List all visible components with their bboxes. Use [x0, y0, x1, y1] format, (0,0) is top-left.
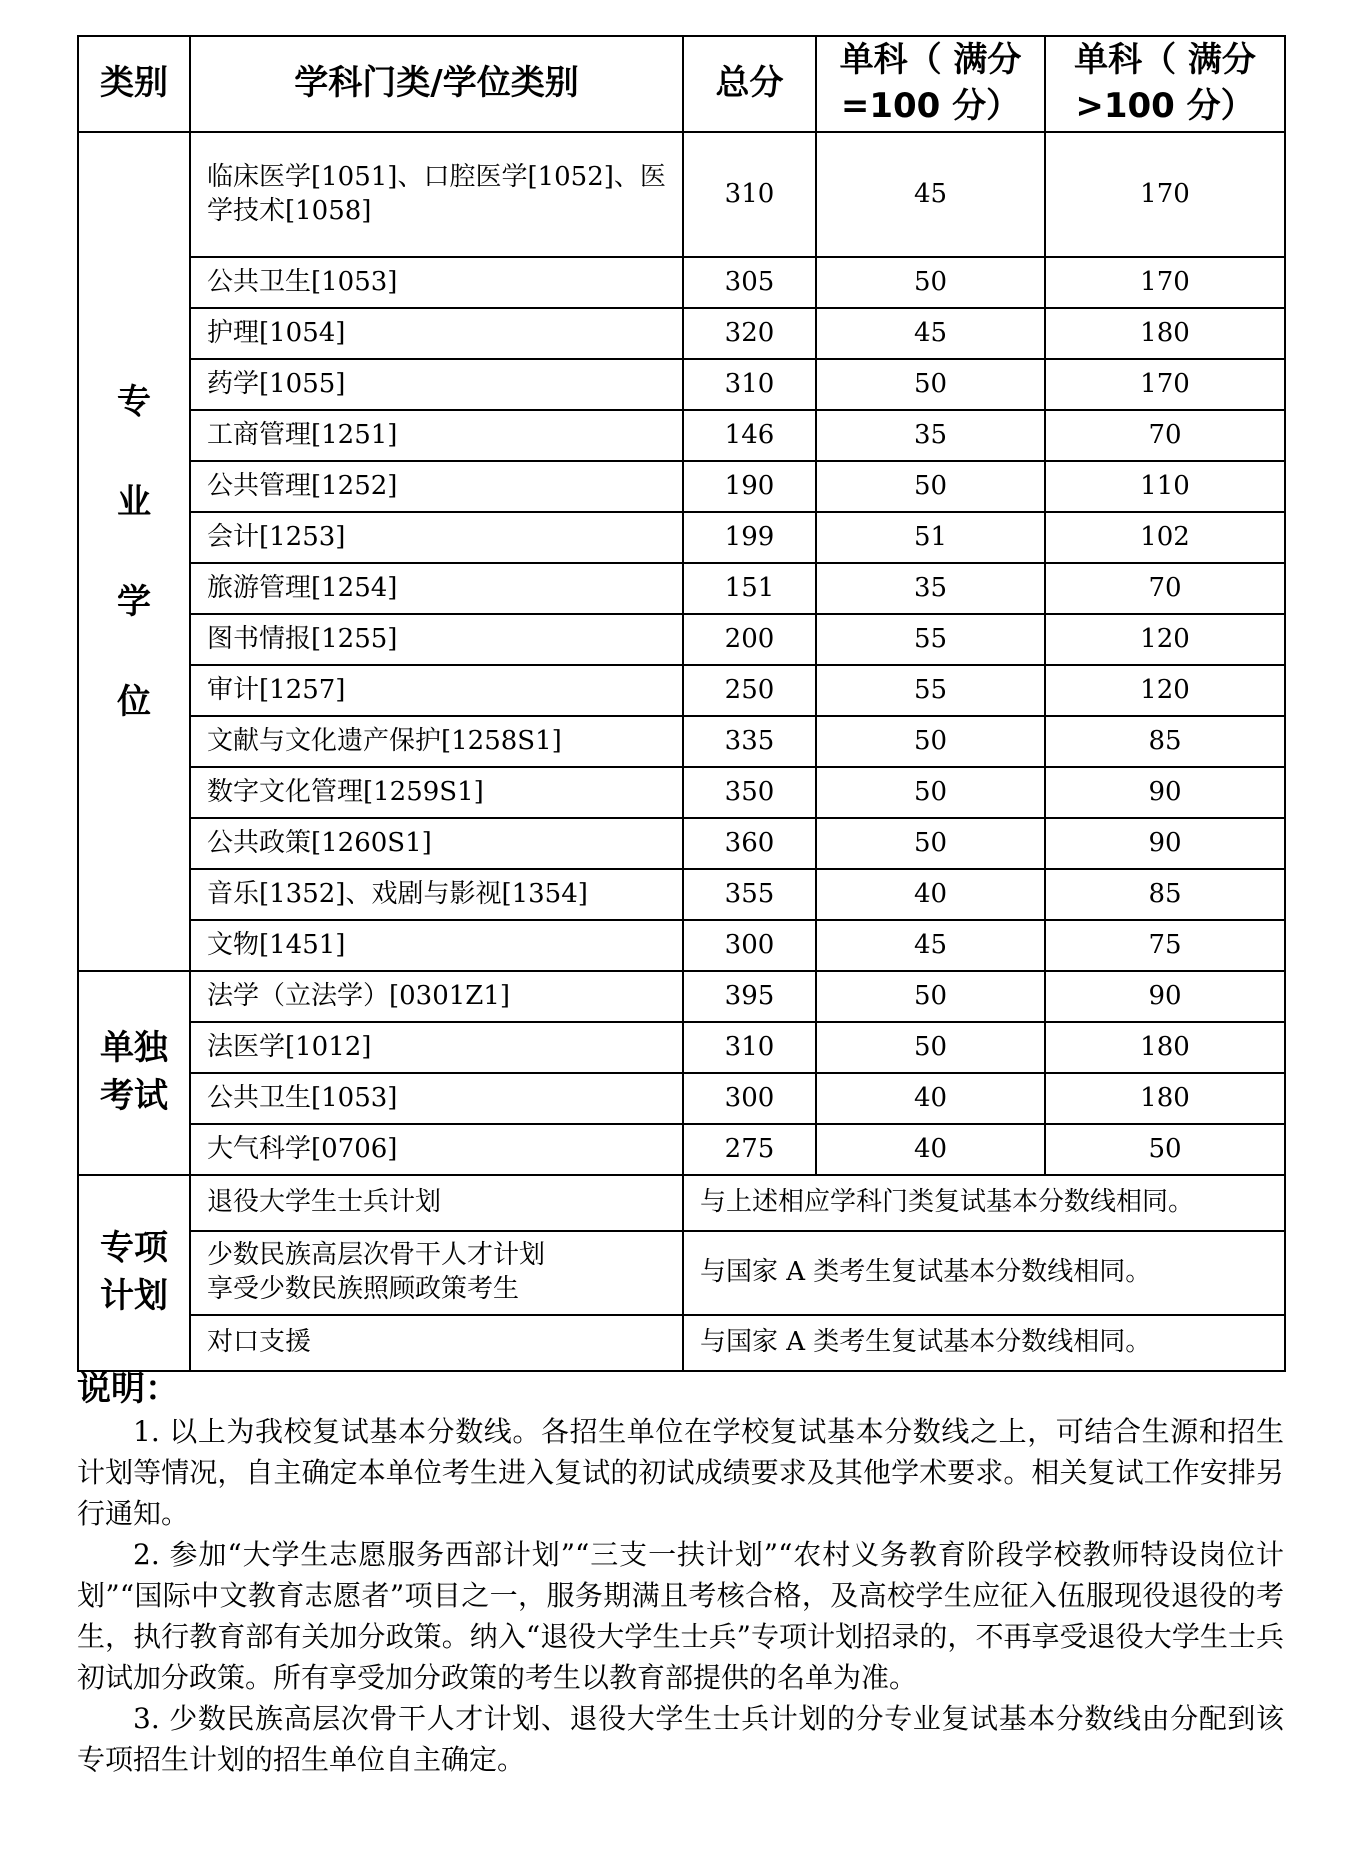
single-over-100-cell: 85 [1045, 869, 1285, 920]
header-row [78, 36, 1285, 132]
subject-cell: 公共管理[1252] [190, 461, 683, 512]
single-100-cell: 45 [816, 132, 1045, 257]
subject-cell: 文物[1451] [190, 920, 683, 971]
table-row [78, 614, 1285, 665]
category-separate-exam: 单独考试 [78, 971, 190, 1175]
subject-cell: 法医学[1012] [190, 1022, 683, 1073]
single-100-cell: 45 [816, 308, 1045, 359]
single-over-100-cell: 170 [1045, 359, 1285, 410]
note-paragraph: 2. 参加“大学生志愿服务西部计划”“三支一扶计划”“农村义务教育阶段学校教师特设岗位计划”“国际中文教育志愿者”项目之一，服务期满且考核合格，及高校学生应征入伍服现役退役的考生，执行教育部有关加分政策。纳入“退役大学生士兵”专项计划招录的，不再享受退役大学生士兵初试加分政策。所有享受加分政策的考生以教育部提供的名单为准。 [77, 1538, 1284, 1694]
table-row [78, 665, 1285, 716]
single-100-cell: 50 [816, 257, 1045, 308]
single-over-100-cell: 70 [1045, 563, 1285, 614]
note-paragraph: 3. 少数民族高层次骨干人才计划、退役大学生士兵计划的分专业复试基本分数线由分配到该专项招生计划的招生单位自主确定。 [77, 1702, 1284, 1776]
single-over-100-cell: 85 [1045, 716, 1285, 767]
single-100-cell: 50 [816, 359, 1045, 410]
total-cell: 305 [683, 257, 816, 308]
subject-cell: 药学[1055] [190, 359, 683, 410]
subject-cell: 对口支援 [190, 1315, 683, 1371]
subject-cell: 图书情报[1255] [190, 614, 683, 665]
subject-cell: 工商管理[1251] [190, 410, 683, 461]
single-100-cell: 51 [816, 512, 1045, 563]
table-row [78, 767, 1285, 818]
single-over-100-cell: 50 [1045, 1124, 1285, 1175]
single-over-100-cell: 170 [1045, 132, 1285, 257]
subject-cell: 退役大学生士兵计划 [190, 1175, 683, 1231]
total-cell: 275 [683, 1124, 816, 1175]
total-cell: 355 [683, 869, 816, 920]
category-professional-degree: 专业学位 [78, 132, 190, 971]
table-row [78, 818, 1285, 869]
single-100-cell: 50 [816, 461, 1045, 512]
subject-cell: 临床医学[1051]、口腔医学[1052]、医学技术[1058] [190, 132, 683, 257]
single-100-cell: 35 [816, 563, 1045, 614]
total-cell: 360 [683, 818, 816, 869]
table-row [78, 1022, 1285, 1073]
total-cell: 310 [683, 132, 816, 257]
subject-cell: 公共卫生[1053] [190, 257, 683, 308]
total-cell: 146 [683, 410, 816, 461]
group-separate-exam [78, 971, 1285, 1175]
subject-cell [190, 1231, 683, 1315]
single-over-100-cell: 170 [1045, 257, 1285, 308]
total-cell: 335 [683, 716, 816, 767]
single-over-100-cell: 90 [1045, 971, 1285, 1022]
total-cell: 300 [683, 1073, 816, 1124]
subject-cell: 审计[1257] [190, 665, 683, 716]
single-over-100-cell: 180 [1045, 1073, 1285, 1124]
single-over-100-cell: 180 [1045, 1022, 1285, 1073]
table-row [78, 1231, 1285, 1315]
single-100-cell: 55 [816, 665, 1045, 716]
header-subject: 学科门类/学位类别 [190, 36, 683, 132]
subject-cell: 文献与文化遗产保护[1258S1] [190, 716, 683, 767]
category-special-plan: 专项计划 [78, 1175, 190, 1371]
single-100-cell: 50 [816, 767, 1045, 818]
table-row [78, 716, 1285, 767]
table-row [78, 257, 1285, 308]
single-over-100-cell: 102 [1045, 512, 1285, 563]
single-100-cell: 55 [816, 614, 1045, 665]
single-100-cell: 35 [816, 410, 1045, 461]
single-100-cell: 40 [816, 869, 1045, 920]
single-100-cell: 50 [816, 971, 1045, 1022]
note-cell: 与上述相应学科门类复试基本分数线相同。 [683, 1175, 1285, 1231]
subject-cell: 护理[1054] [190, 308, 683, 359]
single-over-100-cell: 90 [1045, 767, 1285, 818]
total-cell: 395 [683, 971, 816, 1022]
total-cell: 310 [683, 359, 816, 410]
subject-cell: 音乐[1352]、戏剧与影视[1354] [190, 869, 683, 920]
group-professional [78, 132, 1285, 971]
header-single-over-100: 单科（ 满分>100 分） [1045, 36, 1285, 132]
header-total: 总分 [683, 36, 816, 132]
note-cell: 与国家 A 类考生复试基本分数线相同。 [683, 1231, 1285, 1315]
single-over-100-cell: 180 [1045, 308, 1285, 359]
score-table [77, 35, 1286, 1372]
subject-cell: 数字文化管理[1259S1] [190, 767, 683, 818]
single-over-100-cell: 120 [1045, 614, 1285, 665]
subject-line: 少数民族高层次骨干人才计划 [207, 1240, 546, 1271]
subject-cell: 公共卫生[1053] [190, 1073, 683, 1124]
subject-line: 享受少数民族照顾政策考生 [207, 1274, 520, 1304]
single-100-cell: 50 [816, 716, 1045, 767]
table-row [78, 359, 1285, 410]
single-100-cell: 50 [816, 1022, 1045, 1073]
subject-cell: 公共政策[1260S1] [190, 818, 683, 869]
single-over-100-cell: 75 [1045, 920, 1285, 971]
subject-cell: 法学（立法学）[0301Z1] [190, 971, 683, 1022]
table-row [78, 512, 1285, 563]
table-row [78, 308, 1285, 359]
total-cell: 350 [683, 767, 816, 818]
table-row [78, 1073, 1285, 1124]
table-row [78, 461, 1285, 512]
subject-cell: 会计[1253] [190, 512, 683, 563]
total-cell: 190 [683, 461, 816, 512]
note-cell: 与国家 A 类考生复试基本分数线相同。 [683, 1315, 1285, 1371]
single-over-100-cell: 70 [1045, 410, 1285, 461]
table-row [78, 869, 1285, 920]
note-paragraph: 1. 以上为我校复试基本分数线。各招生单位在学校复试基本分数线之上，可结合生源和招生计划等情况，自主确定本单位考生进入复试的初试成绩要求及其他学术要求。相关复试工作安排另行通知。 [77, 1415, 1284, 1530]
single-100-cell: 45 [816, 920, 1045, 971]
subject-cell: 大气科学[0706] [190, 1124, 683, 1175]
table-row [78, 132, 1285, 257]
table-row [78, 410, 1285, 461]
total-cell: 300 [683, 920, 816, 971]
single-100-cell: 40 [816, 1073, 1045, 1124]
single-100-cell: 50 [816, 818, 1045, 869]
table-row [78, 563, 1285, 614]
notes-section [77, 1367, 1284, 1780]
total-cell: 200 [683, 614, 816, 665]
table-row [78, 1315, 1285, 1371]
single-over-100-cell: 90 [1045, 818, 1285, 869]
table-row [78, 971, 1285, 1022]
total-cell: 250 [683, 665, 816, 716]
total-cell: 199 [683, 512, 816, 563]
single-100-cell: 40 [816, 1124, 1045, 1175]
single-over-100-cell: 120 [1045, 665, 1285, 716]
table-row [78, 1124, 1285, 1175]
table-row [78, 1175, 1285, 1231]
header-category: 类别 [78, 36, 190, 132]
table-row [78, 920, 1285, 971]
single-over-100-cell: 110 [1045, 461, 1285, 512]
total-cell: 151 [683, 563, 816, 614]
subject-cell: 旅游管理[1254] [190, 563, 683, 614]
header-single-100: 单科（ 满分=100 分） [816, 36, 1045, 132]
notes-title: 说明： [77, 1369, 179, 1409]
total-cell: 320 [683, 308, 816, 359]
total-cell: 310 [683, 1022, 816, 1073]
group-special-plan [78, 1175, 1285, 1371]
